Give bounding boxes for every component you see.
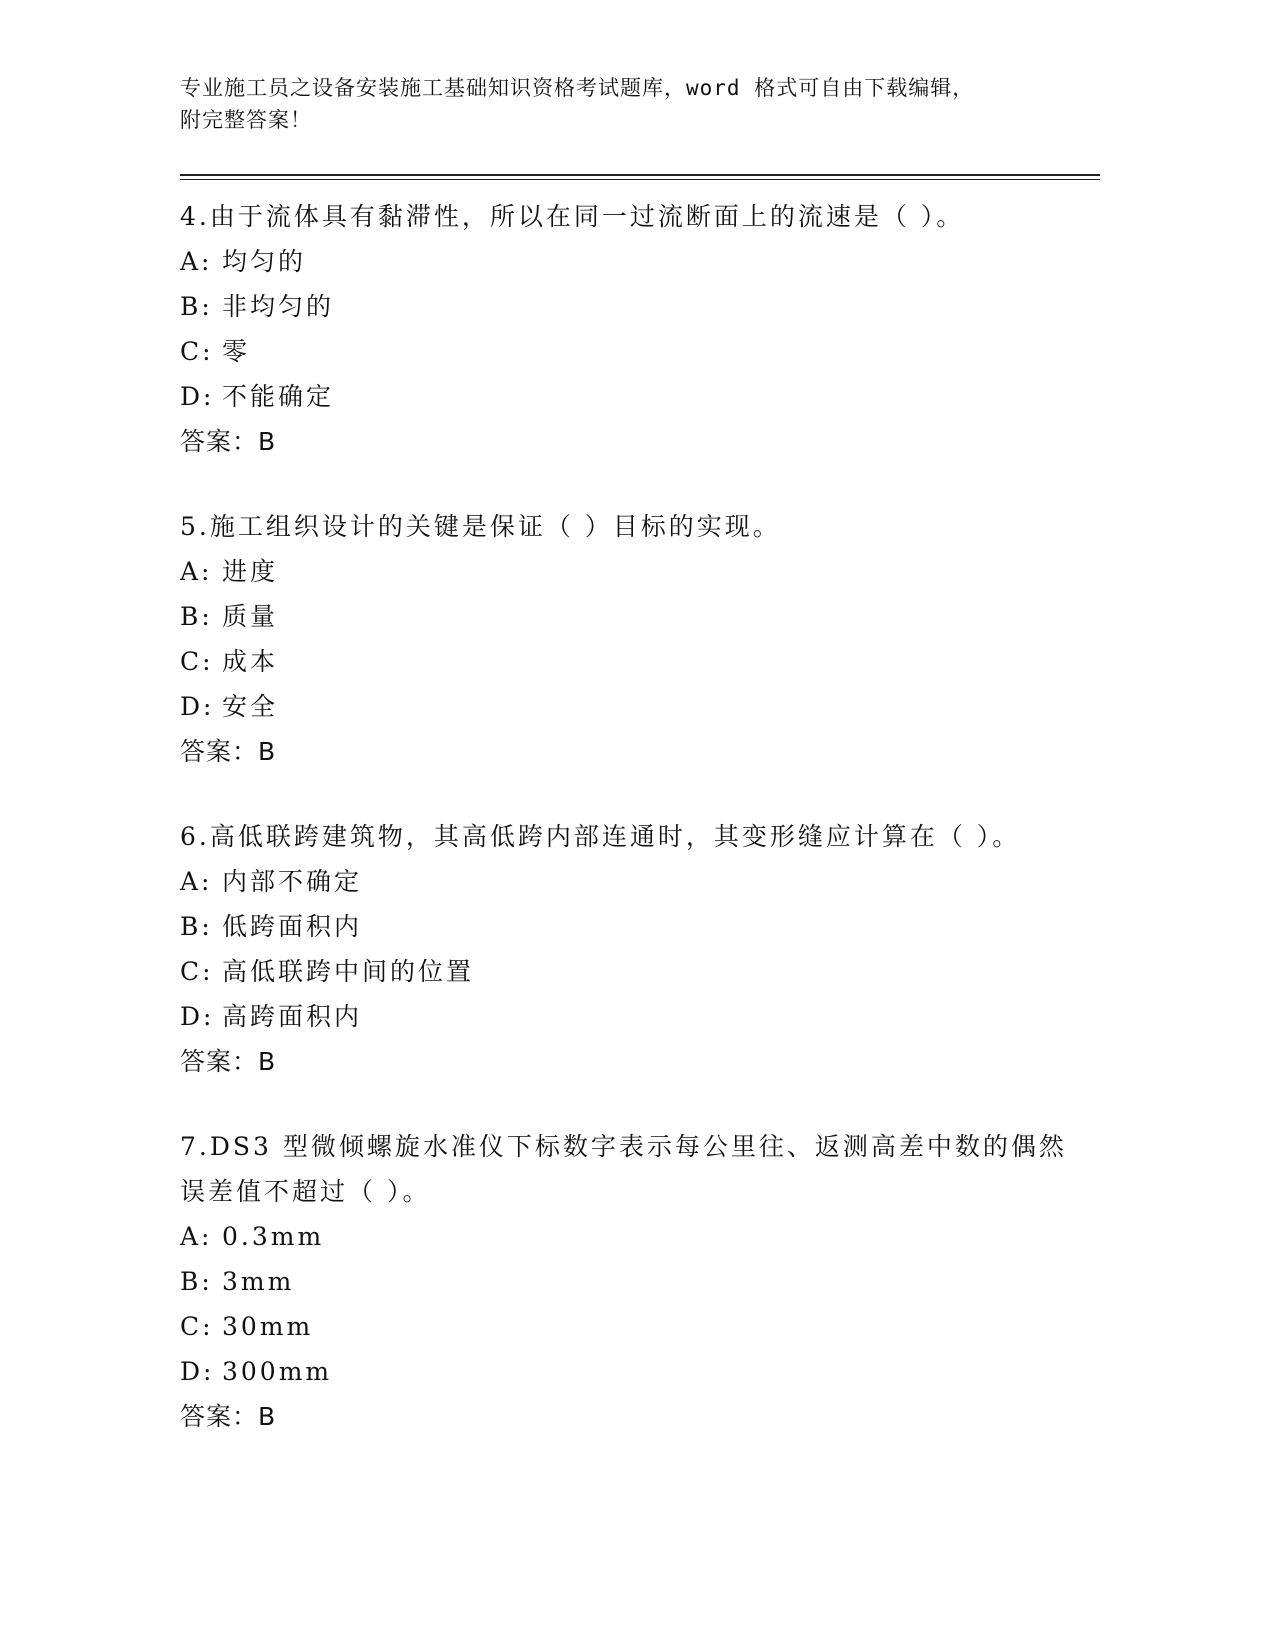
question-5 xyxy=(180,504,1100,774)
header-line-1: 专业施工员之设备安装施工基础知识资格考试题库，word 格式可自由下载编辑， xyxy=(180,76,975,100)
option-key: D: xyxy=(180,692,215,721)
question-7 xyxy=(180,1124,1100,1439)
header-divider-thin xyxy=(180,179,1100,180)
option-a xyxy=(180,549,1100,594)
option-d xyxy=(180,374,1100,419)
option-a xyxy=(180,859,1100,904)
option-key: B: xyxy=(180,1267,213,1296)
option-b xyxy=(180,594,1100,639)
question-stem: 4.由于流体具有黏滞性，所以在同一过流断面上的流速是（ ）。 xyxy=(180,202,965,231)
option-a xyxy=(180,1214,1100,1259)
option-d xyxy=(180,1349,1100,1394)
question-6 xyxy=(180,814,1100,1084)
option-text: 0.3mm xyxy=(222,1222,325,1251)
option-d xyxy=(180,684,1100,729)
option-a xyxy=(180,239,1100,284)
option-text: 零 xyxy=(222,337,251,366)
option-text: 低跨面积内 xyxy=(222,912,363,941)
option-key: A: xyxy=(180,247,213,276)
option-text: 高低联跨中间的位置 xyxy=(222,957,475,986)
option-text: 质量 xyxy=(222,602,279,631)
option-key: D: xyxy=(180,1357,215,1386)
question-stem-line-1: 7.DS3 型微倾螺旋水准仪下标数字表示每公里往、返测高差中数的偶然 xyxy=(180,1132,1067,1161)
option-key: D: xyxy=(180,1002,215,1031)
option-c xyxy=(180,639,1100,684)
question-stem: 5.施工组织设计的关键是保证（ ）目标的实现。 xyxy=(180,512,781,541)
option-key: B: xyxy=(180,602,213,631)
option-text: 进度 xyxy=(222,557,279,586)
option-key: D: xyxy=(180,382,215,411)
question-stem: 6.高低联跨建筑物，其高低跨内部连通时，其变形缝应计算在（ ）。 xyxy=(180,822,1021,851)
option-key: C: xyxy=(180,647,214,676)
option-key: A: xyxy=(180,1222,213,1251)
option-c xyxy=(180,949,1100,994)
option-b xyxy=(180,904,1100,949)
option-text: 30mm xyxy=(222,1312,314,1341)
option-text: 高跨面积内 xyxy=(222,1002,363,1031)
answer-line: 答案：B xyxy=(180,737,277,766)
document-page xyxy=(180,72,1100,1439)
option-b xyxy=(180,284,1100,329)
question-4 xyxy=(180,194,1100,464)
answer-line: 答案：B xyxy=(180,1402,277,1431)
option-text: 3mm xyxy=(222,1267,295,1296)
option-text: 300mm xyxy=(222,1357,333,1386)
option-d xyxy=(180,994,1100,1039)
option-key: C: xyxy=(180,1312,214,1341)
option-text: 均匀的 xyxy=(222,247,307,276)
header-line-2: 附完整答案！ xyxy=(180,108,312,132)
answer-line: 答案：B xyxy=(180,427,277,456)
option-text: 内部不确定 xyxy=(222,867,363,896)
option-key: B: xyxy=(180,912,213,941)
option-b xyxy=(180,1259,1100,1304)
option-text: 不能确定 xyxy=(222,382,335,411)
option-key: C: xyxy=(180,957,214,986)
option-key: A: xyxy=(180,867,213,896)
answer-line: 答案：B xyxy=(180,1047,277,1076)
option-key: C: xyxy=(180,337,214,366)
document-header xyxy=(180,72,1100,136)
option-key: A: xyxy=(180,557,213,586)
option-c xyxy=(180,329,1100,374)
option-text: 非均匀的 xyxy=(222,292,335,321)
option-text: 安全 xyxy=(222,692,279,721)
header-divider-thick xyxy=(180,174,1100,176)
option-c xyxy=(180,1304,1100,1349)
option-text: 成本 xyxy=(222,647,279,676)
question-stem-line-2: 误差值不超过（ ）。 xyxy=(180,1177,431,1206)
option-key: B: xyxy=(180,292,213,321)
